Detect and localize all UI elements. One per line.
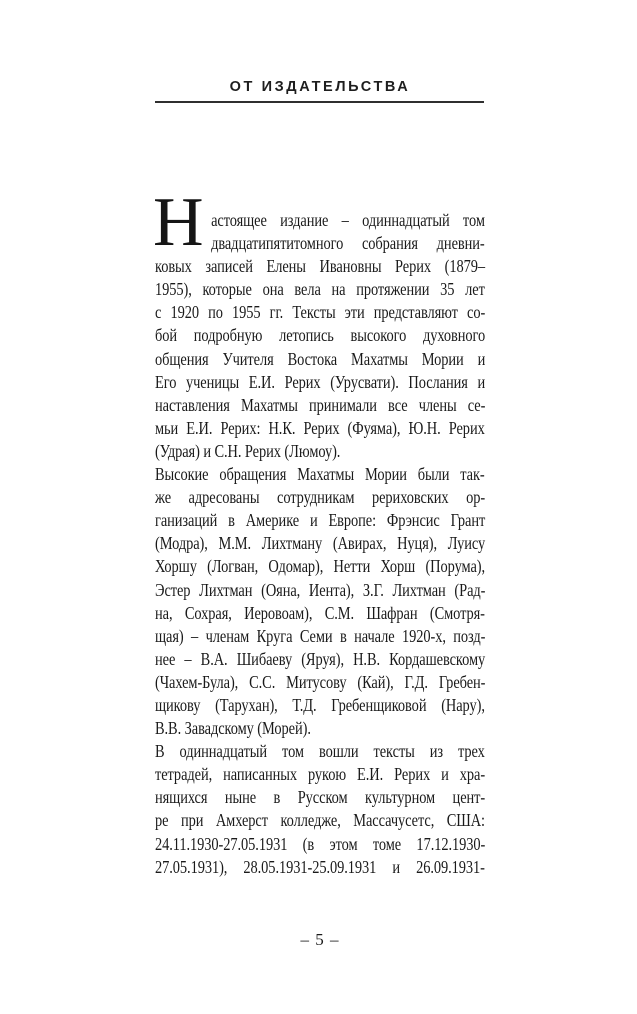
text-line: (Удрая) и С.Н. Рерих (Люмоу).: [155, 440, 341, 461]
text-block: [153, 184, 486, 879]
text-line: ганизаций в Америке и Европе: Фрэнсис Грант: [155, 510, 486, 531]
text-line: на, Сохрая, Иеровоам), С.М. Шафран (Смотря-: [155, 602, 485, 623]
page-number: – 5 –: [300, 930, 340, 949]
text-line: ковых записей Елены Ивановны Рерих (1879–: [155, 256, 485, 277]
text-line: 24.11.1930-27.05.1931 (в этом томе 17.12.1930-: [155, 833, 486, 854]
text-line: 1955), которые она вела на протяжении 35 лет: [155, 279, 485, 300]
text-line: тетрадей, написанных рукою Е.И. Рерих и хра-: [155, 764, 486, 785]
text-line: двадцатипятитомного собрания дневни-: [211, 233, 485, 254]
page-title: ОТ ИЗДАТЕЛЬСТВА: [229, 79, 411, 95]
text-line: мьи Е.И. Рерих: Н.К. Рерих (Фуяма), Ю.Н. Рерих: [155, 417, 485, 438]
text-line: Хоршу (Логван, Одомар), Нетти Хорш (Порума),: [155, 556, 486, 577]
text-line: бой подробную летопись высокого духовного: [155, 325, 486, 346]
text-line: Эстер Лихтман (Ояна, Иента), З.Г. Лихтман (Рад-: [155, 579, 486, 600]
text-line: с 1920 по 1955 гг. Тексты эти представляют со-: [155, 302, 486, 323]
text-line: В одиннадцатый том вошли тексты из трех: [155, 741, 485, 762]
text-line: астоящее издание – одиннадцатый том: [211, 210, 485, 230]
text-line: В.В. Завадскому (Морей).: [155, 718, 311, 739]
text-line: щикову (Тарухан), Т.Д. Гребенщиковой (Нару),: [155, 694, 485, 715]
text-line: (Чахем-Була), С.С. Митусову (Кай), Г.Д. Гребен-: [155, 671, 486, 692]
header-rule: [155, 101, 484, 103]
dropcap-letter: Н: [153, 184, 204, 261]
text-line: наставления Махатмы принимали все члены се-: [155, 394, 486, 415]
text-line: нее – В.А. Шибаеву (Яруя), Н.В. Кордашевскому: [155, 648, 486, 669]
paragraph-lines: [155, 209, 485, 879]
text-line: щая) – членам Круга Семи в начале 1920-х, позд-: [155, 625, 486, 646]
text-line: же адресованы сотрудникам рериховских ор-: [155, 487, 486, 508]
text-line: (Модра), М.М. Лихтману (Авирах, Нуця), Луису: [155, 533, 486, 554]
text-line: Его ученицы Е.И. Рерих (Урусвати). Послания и: [155, 371, 486, 392]
text-line: Высокие обращения Махатмы Мории были так-: [155, 464, 485, 485]
text-line: общения Учителя Востока Махатмы Мории и: [155, 348, 486, 369]
text-line: ре при Амхерст колледже, Массачусетс, США:: [155, 810, 485, 831]
text-line: 27.05.1931), 28.05.1931-25.09.1931 и 26.09.1931-: [155, 856, 485, 877]
text-line: нящихся ныне в Русском культурном цент-: [155, 787, 486, 808]
page-footer: [155, 930, 485, 950]
